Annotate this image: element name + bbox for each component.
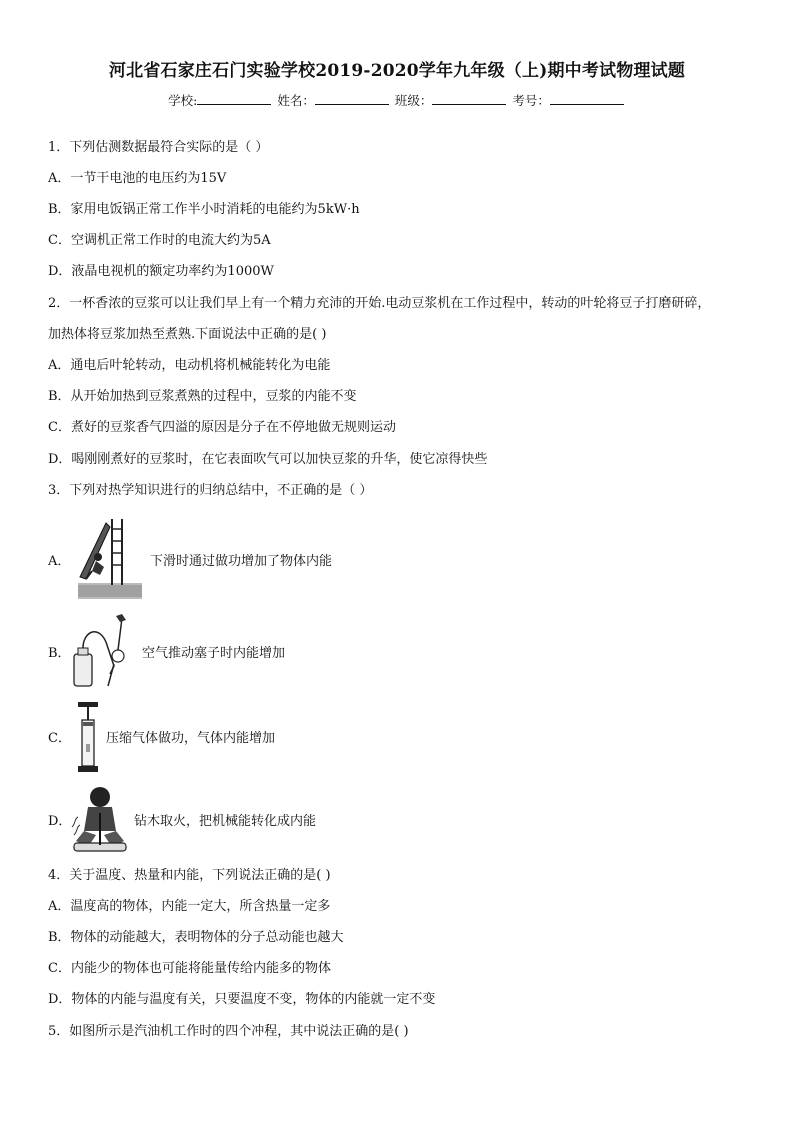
name-blank	[315, 92, 389, 105]
id-label: 考号：	[512, 93, 550, 108]
option-label: D．	[48, 814, 72, 829]
question-2-option-a: A．通电后叶轮转动，电动机将机械能转化为电能	[48, 358, 331, 373]
question-2-option-d: D．喝刚刚煮好的豆浆时，在它表面吹气可以加快豆浆的升华，使它凉得快些	[48, 452, 488, 467]
class-blank	[432, 92, 506, 105]
option-text: 下滑时通过做功增加了物体内能	[150, 554, 333, 569]
question-1-option-c: C．空调机正常工作时的电流大约为5A	[48, 233, 271, 248]
page-title: 河北省石家庄石门实验学校2019-2020学年九年级（上)期中考试物理试题	[108, 61, 686, 81]
school-label: 学校:	[168, 93, 198, 108]
question-2-option-c: C．煮好的豆浆香气四溢的原因是分子在不停地做无规则运动	[48, 420, 396, 435]
class-label: 班级：	[394, 93, 433, 108]
question-5-stem: 5．如图所示是汽油机工作时的四个冲程，其中说法正确的是( )	[48, 1024, 409, 1039]
question-4-option-c: C．内能少的物体也可能将能量传给内能多的物体	[48, 961, 331, 976]
option-label: B．	[48, 646, 71, 661]
question-4-stem: 4．关于温度、热量和内能，下列说法正确的是( )	[48, 868, 331, 883]
question-2-option-b: B．从开始加热到豆浆煮熟的过程中，豆浆的内能不变	[48, 389, 357, 404]
bottle-stopper-illustration	[70, 612, 136, 690]
question-1-option-d: D．液晶电视机的额定功率约为1000W	[48, 264, 274, 279]
question-4-option-a: A．温度高的物体，内能一定大，所含热量一定多	[48, 899, 331, 914]
question-1-option-b: B．家用电饭锅正常工作半小时消耗的电能约为5kW·h	[48, 202, 360, 217]
question-4-option-b: B．物体的动能越大，表明物体的分子总动能也越大	[48, 930, 344, 945]
option-text: 钻木取火，把机械能转化成内能	[134, 814, 317, 829]
fire-drill-illustration	[70, 783, 130, 855]
question-2-stem-line2: 加热体将豆浆加热至煮熟.下面说法中正确的是( )	[48, 327, 327, 342]
name-label: 姓名：	[277, 93, 315, 108]
option-text: 空气推动塞子时内能增加	[142, 646, 286, 661]
id-blank	[550, 92, 624, 105]
question-2-stem-line1: 2．一杯香浓的豆浆可以让我们早上有一个精力充沛的开始.电动豆浆机在工作过程中，转动的叶轮将豆子打磨研碎，	[48, 296, 711, 311]
question-4-option-d: D．物体的内能与温度有关，只要温度不变，物体的内能就一定不变	[48, 992, 436, 1007]
question-3-stem: 3．下列对热学知识进行的归纳总结中，不正确的是（ ）	[48, 483, 373, 498]
air-pump-illustration	[76, 700, 100, 774]
student-info-row	[0, 91, 794, 109]
slide-illustration	[76, 515, 144, 603]
question-1-option-a: A．一节干电池的电压约为15V	[48, 171, 227, 186]
question-1-stem: 1．下列估测数据最符合实际的是（ ）	[48, 140, 269, 155]
option-label: C．	[48, 731, 71, 746]
school-blank	[197, 92, 271, 105]
option-label: A．	[48, 554, 71, 569]
option-text: 压缩气体做功，气体内能增加	[106, 731, 276, 746]
